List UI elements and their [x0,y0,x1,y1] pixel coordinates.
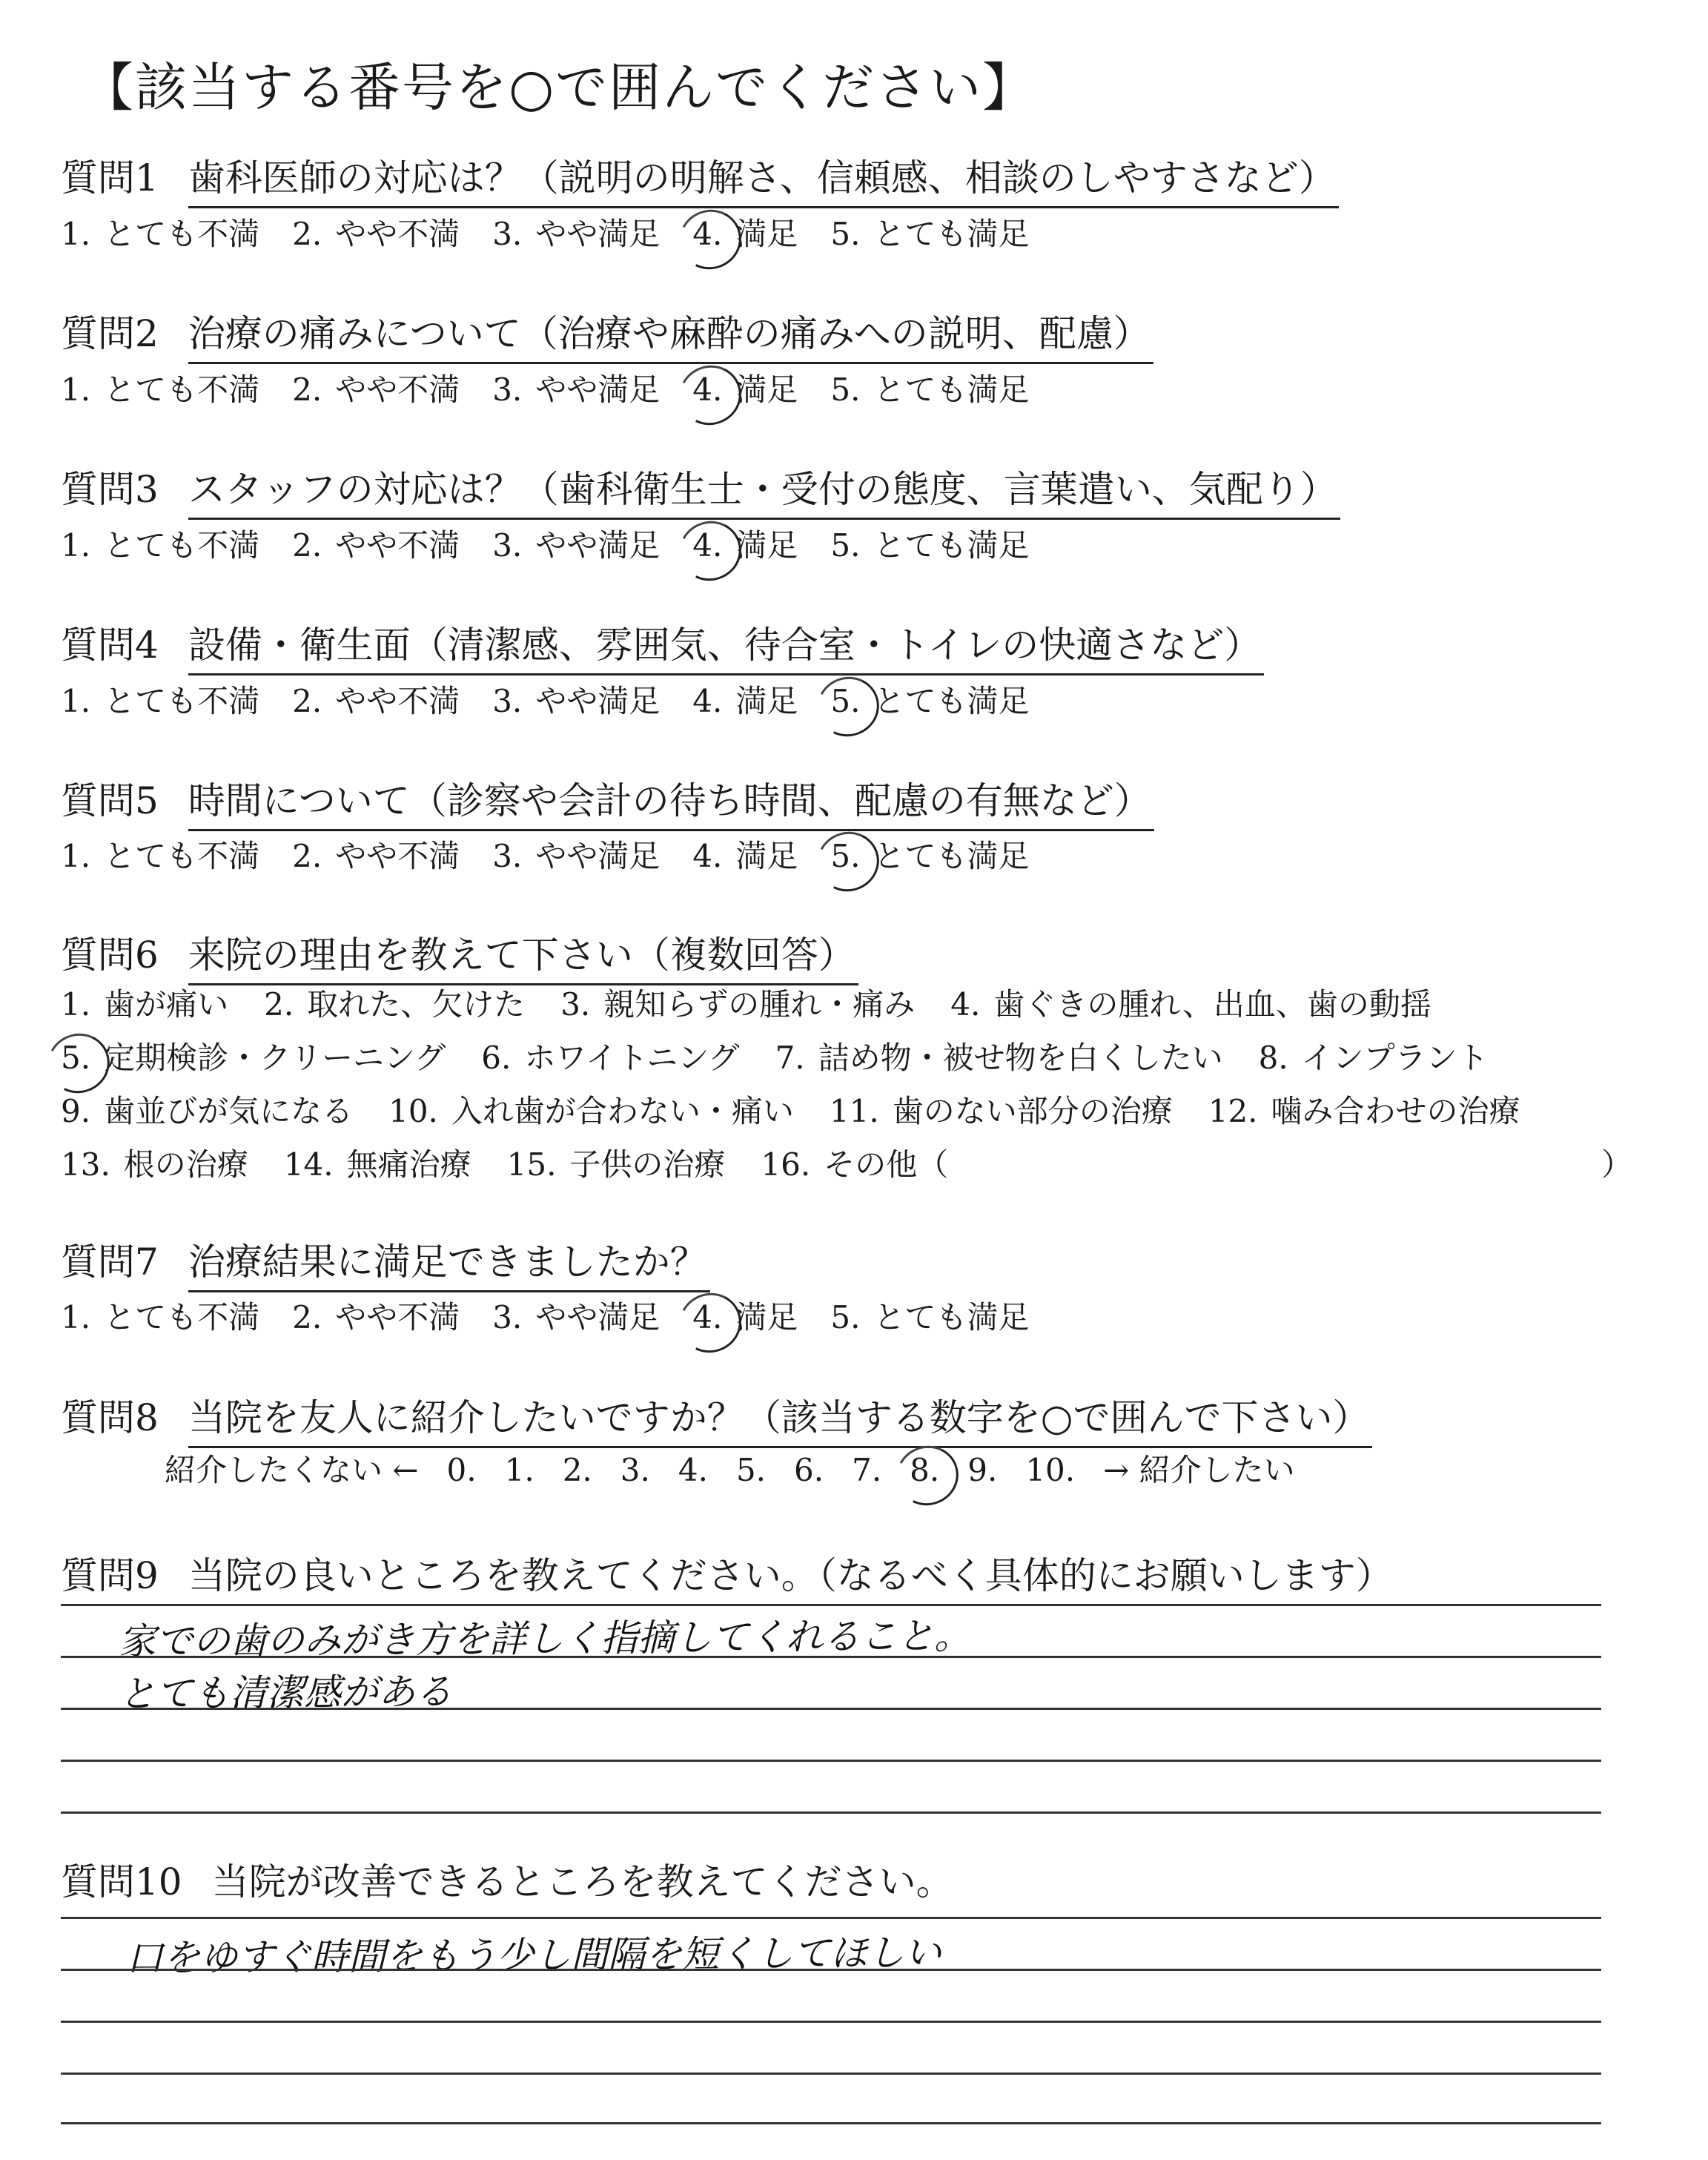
reason-9[interactable]: 9. 歯並びが気になる [61,1093,354,1129]
answer-line [61,2122,1601,2124]
question-8-text: 当院を友人に紹介したいですか？（該当する数字を○で囲んで下さい） [188,1388,1373,1448]
answer-line [61,1656,1601,1658]
option-1[interactable]: 1. とても不満 [61,371,260,408]
option-3[interactable]: 3. やや満足 [492,371,661,408]
question-3 [61,460,1340,520]
question-3-options [61,521,1062,566]
scale-7[interactable]: 7. [852,1452,882,1488]
scale-4[interactable]: 4. [678,1452,708,1488]
page-heading: 【該当する番号を○で囲んでください】 [82,57,1036,118]
question-1 [61,148,1339,208]
reason-row [61,1087,1556,1140]
reason-13[interactable]: 13. 根の治療 [61,1146,248,1183]
scale-10[interactable]: 10. [1025,1452,1076,1488]
question-5-text: 時間について（診察や会計の待ち時間、配慮の有無など） [188,771,1154,831]
option-1[interactable]: 1. とても不満 [61,683,260,719]
option-4-selected[interactable]: 4. 満足 [692,1299,798,1335]
question-9-text: 当院の良いところを教えてください。（なるべく具体的にお願いします） [188,1554,1393,1597]
scale-8-selected[interactable]: 8. [910,1452,940,1488]
reason-row [61,980,1556,1034]
question-2 [61,304,1153,364]
question-5 [61,771,1154,831]
option-3[interactable]: 3. やや満足 [492,216,661,252]
reason-8[interactable]: 8. インプラント [1258,1040,1489,1076]
option-5[interactable]: 5. とても満足 [830,527,1030,564]
scale-left-label: 紹介したくない ← [165,1452,419,1488]
question-4 [61,615,1264,676]
question-4-text: 設備・衛生面（清潔感、雰囲気、待合室・トイレの快適さなど） [188,615,1265,676]
reason-15[interactable]: 15. 子供の治療 [506,1146,726,1183]
option-5[interactable]: 5. とても満足 [830,216,1030,252]
scale-0[interactable]: 0. [446,1452,477,1488]
option-5-selected[interactable]: 5. とても満足 [830,838,1030,874]
other-close-paren: ） [1601,1146,1633,1183]
question-2-label: 質問2 [61,312,159,355]
question-4-options [61,677,1062,721]
reason-2[interactable]: 2. 取れた、欠けた [264,986,526,1023]
option-2[interactable]: 2. やや不満 [292,1299,460,1335]
answer-line [61,1760,1601,1762]
option-2[interactable]: 2. やや不満 [292,527,460,564]
question-5-options [61,832,1062,876]
reason-16-other[interactable]: 16. その他（ [761,1146,949,1183]
option-1[interactable]: 1. とても不満 [61,527,260,564]
scale-5[interactable]: 5. [735,1452,767,1488]
scale-3[interactable]: 3. [620,1452,650,1488]
option-2[interactable]: 2. やや不満 [292,838,460,874]
reason-12[interactable]: 12. 噛み合わせの治療 [1208,1093,1520,1129]
option-3[interactable]: 3. やや満足 [492,1299,661,1335]
answer-line [61,1811,1601,1814]
question-7-label: 質問7 [61,1241,159,1284]
question-6 [61,925,858,985]
question-6-label: 質問6 [61,934,159,977]
scale-1[interactable]: 1. [504,1452,534,1488]
option-2[interactable]: 2. やや不満 [292,683,460,719]
option-4-selected[interactable]: 4. 満足 [692,371,798,408]
question-7-text: 治療結果に満足できましたか？ [188,1232,710,1292]
question-6-text: 来院の理由を教えて下さい（複数回答） [188,925,858,985]
question-7-options [61,1293,1062,1338]
reason-6[interactable]: 6. ホワイトニング [481,1040,740,1076]
question-3-text: スタッフの対応は？（歯科衛生士・受付の態度、言葉遣い、気配り） [188,460,1340,520]
answer-line [61,1969,1601,1971]
question-8 [61,1388,1372,1448]
option-5[interactable]: 5. とても満足 [830,371,1030,408]
reason-7[interactable]: 7. 詰め物・被せ物を白くしたい [775,1040,1223,1076]
option-3[interactable]: 3. やや満足 [492,527,661,564]
answer-10-line-1[interactable]: 口をゆすぐ時間をもう少し間隔を短くしてほしい [125,1931,942,1980]
option-1[interactable]: 1. とても不満 [61,1299,260,1335]
scale-2[interactable]: 2. [562,1452,592,1488]
reason-14[interactable]: 14. 無痛治療 [283,1146,471,1183]
question-1-label: 質問1 [61,156,159,199]
question-6-reasons [61,980,1556,1194]
answer-line [61,2073,1601,2075]
question-2-options [61,366,1062,410]
option-1[interactable]: 1. とても不満 [61,838,260,874]
question-9 [61,1546,1393,1599]
option-3[interactable]: 3. やや満足 [492,683,661,719]
option-4-selected[interactable]: 4. 満足 [692,527,798,564]
question-5-label: 質問5 [61,779,159,822]
scale-right-label: → 紹介したい [1103,1452,1295,1488]
option-5[interactable]: 5. とても満足 [830,1299,1030,1335]
answer-line [61,2021,1601,2023]
reason-row [61,1034,1556,1087]
question-4-label: 質問4 [61,624,159,667]
reason-1[interactable]: 1. 歯が痛い [61,986,229,1023]
question-9-label: 質問9 [61,1554,159,1597]
option-3[interactable]: 3. やや満足 [492,838,661,874]
question-10 [61,1852,953,1906]
recommend-scale [165,1446,1323,1490]
option-2[interactable]: 2. やや不満 [292,216,460,252]
answer-9-line-2[interactable]: とても清潔感がある [118,1670,453,1716]
reason-10[interactable]: 10. 入れ歯が合わない・痛い [388,1093,794,1129]
reason-row [61,1140,1556,1194]
question-10-text: 当院が改善できるところを教えてください。 [211,1860,953,1903]
question-7 [61,1232,710,1292]
reason-4[interactable]: 4. 歯ぐきの腫れ、出血、歯の動揺 [950,986,1431,1023]
question-2-text: 治療の痛みについて（治療や麻酔の痛みへの説明、配慮） [188,304,1153,364]
scale-9[interactable]: 9. [967,1452,998,1488]
scale-6[interactable]: 6. [794,1452,824,1488]
question-3-label: 質問3 [61,468,159,511]
answer-line [61,1708,1601,1710]
option-4[interactable]: 4. 満足 [692,683,798,719]
option-2[interactable]: 2. やや不満 [292,371,460,408]
option-4-selected[interactable]: 4. 満足 [692,216,798,252]
question-1-options [61,210,1062,254]
question-1-text: 歯科医師の対応は？（説明の明解さ、信頼感、相談のしやすさなど） [188,148,1339,208]
option-5-selected[interactable]: 5. とても満足 [830,683,1030,719]
question-10-label: 質問10 [61,1860,182,1903]
question-8-label: 質問8 [61,1396,159,1439]
answer-9-line-1[interactable]: 家での歯のみがき方を詳しく指摘してくれること。 [118,1614,972,1664]
reason-3[interactable]: 3. 親知らずの腫れ・痛み [560,986,916,1023]
answer-line [61,1917,1601,1919]
reason-5-selected[interactable]: 5. 定期検診・クリーニング [61,1040,446,1076]
answer-line [61,1604,1601,1606]
reason-11[interactable]: 11. 歯のない部分の治療 [829,1093,1173,1129]
option-1[interactable]: 1. とても不満 [61,216,260,252]
option-4[interactable]: 4. 満足 [692,838,798,874]
